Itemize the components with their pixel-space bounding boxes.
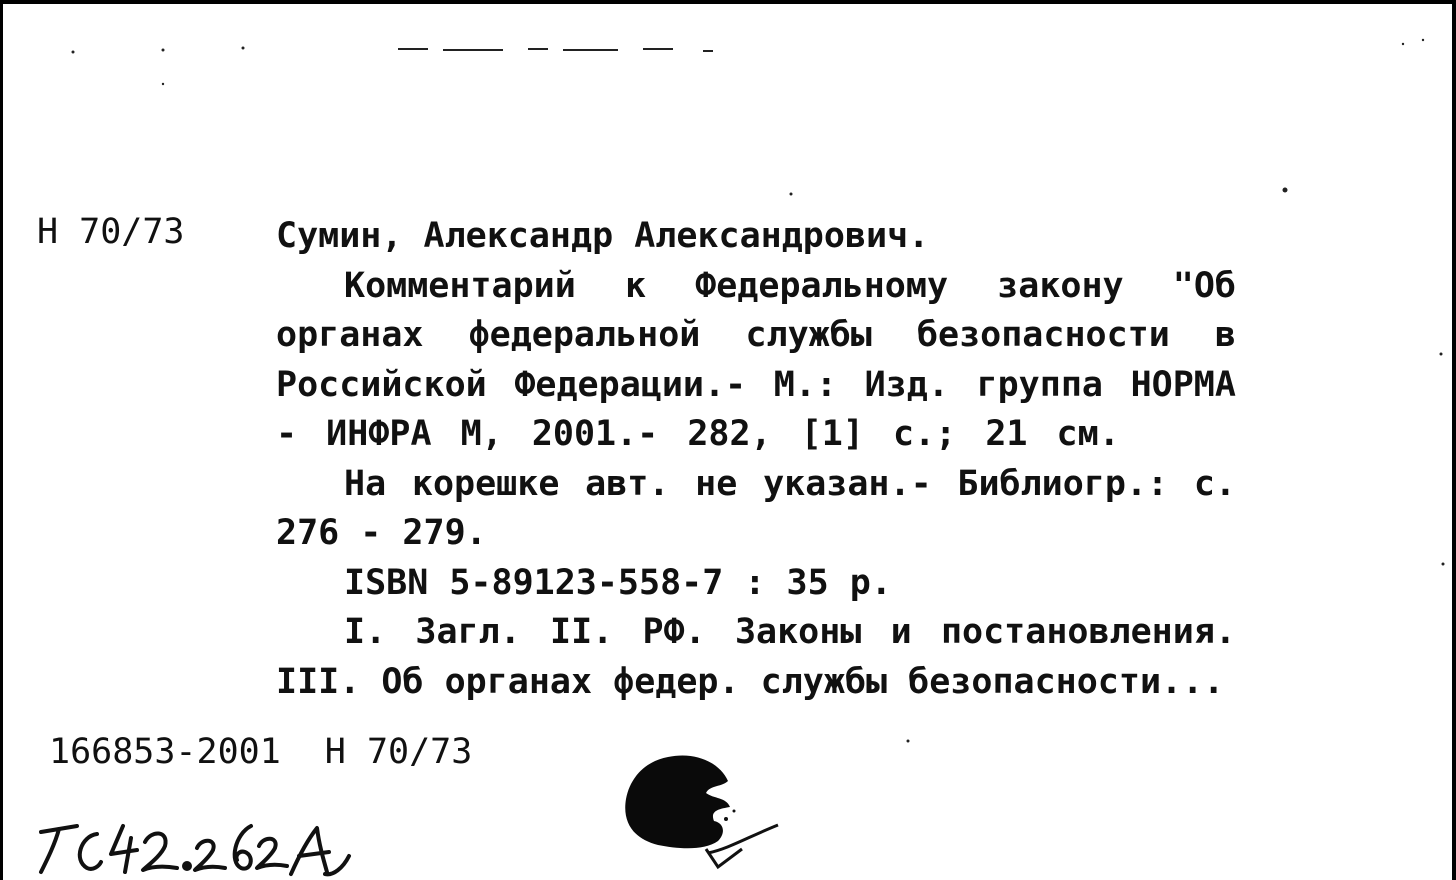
note-line-2: 276 - 279. [276, 513, 487, 553]
word: постановления. [940, 612, 1236, 652]
word: Изд. [864, 364, 949, 405]
word: Российской [276, 364, 487, 405]
inventory-shelfmark: Н 70/73 [324, 732, 473, 772]
word: "Об [1172, 265, 1236, 306]
inventory-number: 166853-2001 [49, 732, 281, 772]
word: Загл. [415, 612, 521, 652]
word: с.; [893, 414, 957, 454]
word: безопасности [916, 315, 1170, 355]
word: На [344, 463, 387, 504]
title-line-3 [276, 361, 1236, 411]
catalog-entry [276, 212, 1236, 707]
word: и [890, 612, 912, 652]
word: корешке [411, 463, 560, 504]
word: - [276, 414, 298, 454]
word: органах [276, 315, 424, 355]
word: НОРМА [1130, 364, 1236, 405]
word: Федеральному [695, 265, 949, 306]
word: I. [344, 612, 387, 652]
subject-line-1 [276, 608, 1236, 658]
handwritten-note [37, 816, 357, 880]
shelfmark: Н 70/73 [37, 212, 185, 252]
word: Комментарий [344, 265, 576, 306]
word: РФ. [642, 612, 706, 652]
title-line-2 [276, 311, 1236, 361]
title-line-4 [276, 410, 1236, 460]
word: М, [460, 414, 503, 454]
author-heading: Сумин, Александр Александрович. [276, 216, 930, 256]
word: 282, [687, 414, 772, 454]
word: Законы [734, 612, 862, 652]
inventory-line [49, 732, 472, 772]
word: авт. [585, 463, 670, 504]
word: Библиогр.: [957, 463, 1169, 504]
word: не [695, 463, 738, 504]
word: ИНФРА [326, 414, 432, 454]
word: в [1214, 315, 1236, 355]
ink-blot [618, 749, 788, 879]
word: к [624, 265, 647, 306]
word: службы [745, 315, 872, 355]
word: II. [550, 612, 614, 652]
word: Федерации.- [514, 364, 747, 405]
word: группа [976, 364, 1103, 405]
word: закону [997, 265, 1124, 306]
note-line-1 [276, 460, 1236, 510]
word: М.: [773, 364, 837, 405]
word: 21 [985, 414, 1028, 454]
word: федеральной [468, 315, 701, 355]
word: [1] [800, 414, 864, 454]
word: с. [1193, 463, 1236, 504]
word: см. [1056, 414, 1120, 454]
word: 2001.- [531, 414, 659, 454]
isbn-line: ISBN 5-89123-558-7 : 35 р. [344, 562, 892, 603]
title-line-1 [276, 262, 1236, 312]
subject-line-2: III. Об органах федер. службы безопасности... [276, 661, 1225, 702]
word: указан.- [763, 463, 932, 504]
